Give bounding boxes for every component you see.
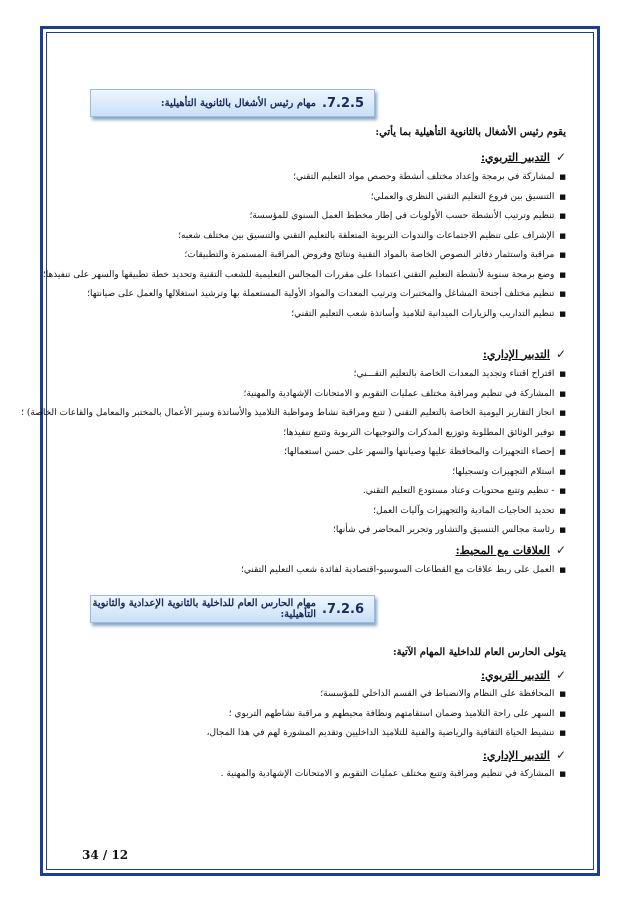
list-item: ■ وضع برمجة سنوية لأنشطة التعليم التقني اعتمادا على مقررات المجالس التعليمية للشعب التقنية وتحديد خطة تطبيقها والسهر على تنفيذها؛ [72,266,566,286]
block-title-administrative: ✓ التدبير الإداري: [482,347,566,361]
section-number: 7.2.6. [322,601,364,617]
list-item: ■ استلام التجهيزات وتسجيلها؛ [72,463,566,483]
bullet-icon: ■ [559,212,566,220]
bullet-icon: ■ [559,231,566,240]
list-item: ■ العمل على ربط علاقات مع القطاعات السوسيو-اقتصادية لفائدة شعب التعليم التقني؛ [72,561,566,581]
bullet-icon: ■ [559,506,566,515]
section-intro: يقوم رئيس الأشغال بالثانوية التأهيلية بما يأتي: [375,127,566,138]
bullet-icon: ■ [559,448,566,456]
list-item: ■ تنظيم التداريب والزيارات الميدانية لتلاميذ وأساتذة شعب التعليم التقني؛ [72,305,566,325]
bullet-icon: ■ [559,709,566,718]
bullet-icon: ■ [559,487,566,495]
list-item: ■ المشاركة في تنظيم ومراقبة مختلف عمليات التقويم و الامتحانات الإشهادية والمهنية؛ [72,385,566,405]
bullet-icon: ■ [559,389,566,398]
list-item: ■ المشاركة في تنظيم ومراقبة وتتبع مختلف عمليات التقويم و الامتحانات الإشهادية والمهنية . [72,765,566,785]
bullet-icon: ■ [559,173,566,181]
page-number: 34 / 12 [82,848,129,862]
bullet-icon: ■ [559,467,566,476]
bullet-icon: ■ [559,428,566,437]
list-item: ■ المحافظة على النظام والانضباط في القسم الداخلي للمؤسسة؛ [72,685,566,705]
list-item: ■ السهر على راحة التلاميذ وضمان استقامتهم ونظافة محيطهم و مراقبة نشاطهم التربوي ؛ [72,705,566,725]
list-item: ■ توفير الوثائق المطلوبة وتوزيع المذكرات والتوجيهات التربوية وتتبع تنفيذها؛ [72,424,566,444]
check-mark-icon: ✓ [555,543,566,557]
section-number: 7.2.5. [322,95,364,111]
list-item: ■ - تنظيم وتتبع محتويات وعتاد مستودع التعليم التقني. [72,482,566,502]
list-item: ■ لمشاركة في برمجة وإعداد مختلف أنشطة وحصص مواد التعليم التقني؛ [72,168,566,188]
bullet-icon: ■ [559,526,566,534]
pedagogical-list [42,168,566,324]
check-mark-icon: ✓ [555,668,566,682]
list-item: ■ تحديد الحاجيات المادية والتجهيزات وآليات العمل؛ [72,502,566,522]
bullet-icon: ■ [559,770,566,778]
block-title-pedagogical: ✓ التدبير التربوي: [480,150,566,164]
bullet-icon: ■ [559,690,566,698]
pedagogical-list [72,685,566,744]
bullet-icon: ■ [559,251,566,259]
bullet-icon: ■ [559,309,566,318]
list-item: ■ مراقبة واستثمار دفاتر النصوص الخاصة بالمواد التقنية ونتائج وفروض المراقبة المستمرة والتطبيقات؛ [72,246,566,266]
section-title: مهام الحارس العام للداخلية بالثانوية الإعدادية والثانوية التأهيلية: [92,598,317,620]
check-mark-icon: ✓ [555,347,566,361]
administrative-list [21,365,566,541]
section-intro: يتولى الحارس العام للداخلية المهام الآتية: [392,647,566,658]
list-item: ■ تنظيم مختلف أجنحة المشاغل والمختبرات وترتيب المعدات والمواد الأولية المستعملة بها وترشيد استغلالها والعمل على صيانتها؛ [72,285,566,305]
section-title: مهام رئيس الأشغال بالثانوية التأهيلية: [160,97,317,109]
list-item: ■ انجاز التقارير اليومية الخاصة بالتعليم التقني ( تتبع ومراقبة نشاط ومواظبة التلاميذ والأساتذة وسير الأعمال بالمختبر والمعامل والقاعات الخاصة) ؛ [72,404,566,424]
block-title-administrative: ✓ التدبير الإداري: [482,748,566,762]
bullet-icon: ■ [559,270,566,279]
environment-list [72,561,566,581]
list-item: ■ التنسيق بين فروع التعليم التقني النظري والعملي؛ [72,188,566,208]
list-item: ■ رئاسة مجالس التنسيق والتشاور وتحرير المحاضر في شأنها؛ [72,521,566,541]
section-heading-7-2-6 [90,595,375,623]
list-item: ■ تنظيم وترتيب الأنشطة حسب الأولويات في إطار مخطط العمل السنوي للمؤسسة؛ [72,207,566,227]
bullet-icon: ■ [559,290,566,298]
list-item: ■ تنشيط الحياة الثقافية والرياضية والفنية للتلاميذ الداخليين وتقديم المشورة لهم في هذا المجال، [72,724,566,744]
list-item: ■ إحصاء التجهيزات والمحافظة عليها وصيانتها والسهر على حسن استعمالها؛ [72,443,566,463]
block-title-pedagogical: ✓ التدبير التربوي: [480,668,566,682]
list-item: ■ الإشراف على تنظيم الاجتماعات والندوات التربوية المتعلقة بالتعليم التقني والتنسيق بين مختلف شعبه؛ [72,227,566,247]
bullet-icon: ■ [559,192,566,201]
bullet-icon: ■ [559,729,566,737]
bullet-icon: ■ [559,370,566,378]
bullet-icon: ■ [559,409,566,417]
list-item: ■ اقتراح اقتناء وتجديد المعدات الخاصة بالتعليم التقـــني؛ [72,365,566,385]
bullet-icon: ■ [559,566,566,574]
check-mark-icon: ✓ [555,748,566,762]
section-heading-7-2-5 [90,89,375,117]
block-title-environment: ✓ العلاقات مع المحيط: [455,543,566,557]
administrative-list [72,765,566,785]
check-mark-icon: ✓ [555,150,566,164]
